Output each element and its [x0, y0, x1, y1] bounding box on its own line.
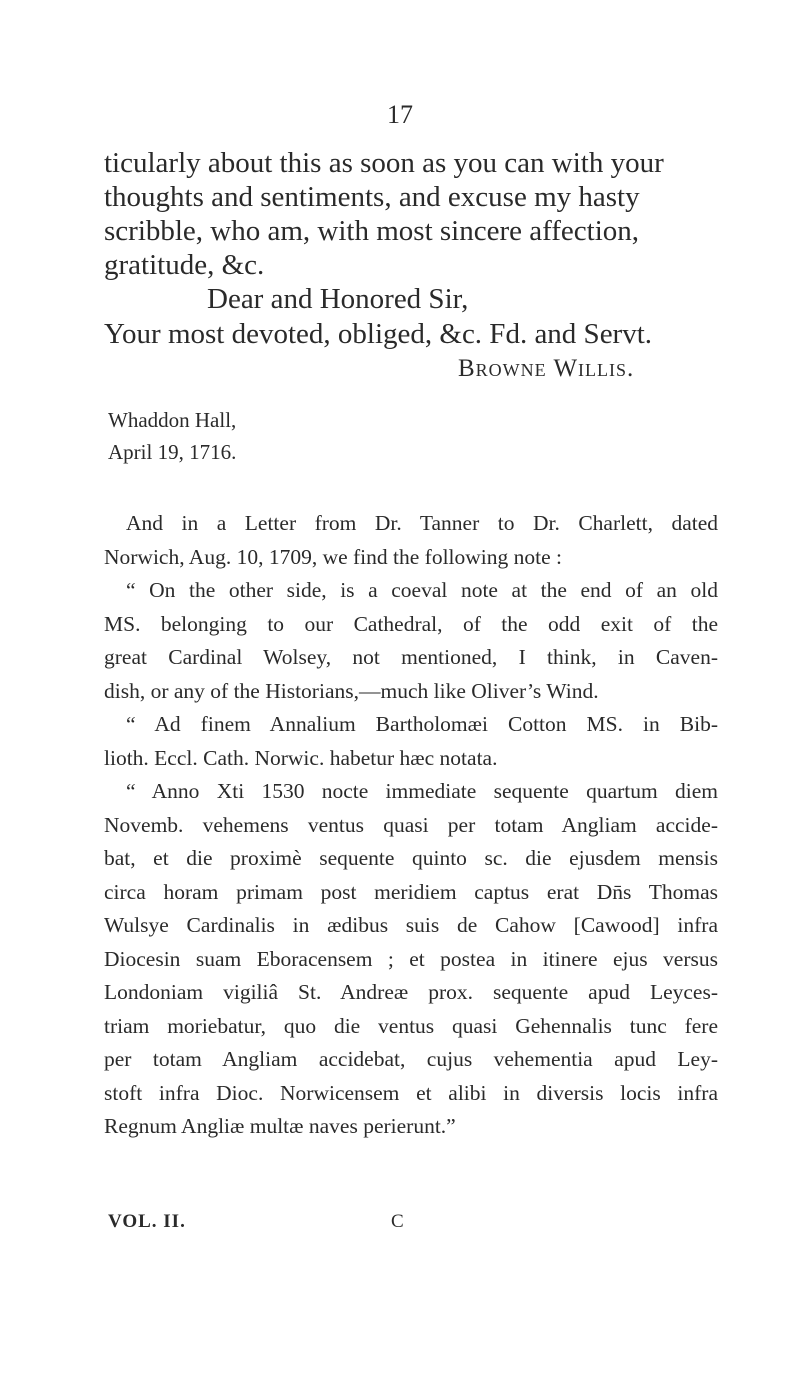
text-line: “ On the other side, is a coeval note at the end of an old: [126, 578, 718, 602]
text-line: bat, et die proximè sequente quinto sc. die ejusdem mensis: [104, 846, 718, 870]
text-line: lioth. Eccl. Cath. Norwic. habetur hæc notata.: [104, 745, 498, 770]
text-line: MS. belonging to our Cathedral, of the odd exit of the: [104, 611, 718, 636]
text-line: “ Anno Xti 1530 nocte immediate sequente quartum diem: [126, 779, 718, 803]
text-line: Regnum Angliæ multæ naves perierunt.”: [104, 1114, 456, 1138]
signature-mark: C: [391, 1211, 404, 1232]
text-line: circa horam primam post meridiem captus erat Dn̄s Thomas: [104, 879, 718, 904]
text-line: gratitude, &c.: [104, 249, 265, 281]
text-line: per totam Angliam accidebat, cujus vehementia apud Ley-: [104, 1047, 718, 1071]
letter-body: [104, 146, 714, 282]
paragraph-latin-annal: [104, 775, 718, 1144]
text-line: Norwich, Aug. 10, 1709, we find the following note :: [104, 544, 563, 569]
text-line: dish, or any of the Historians,—much like Oliver’s Wind.: [104, 678, 599, 703]
letter-closing: Your most devoted, obliged, &c. Fd. and Servt.: [104, 318, 653, 350]
paragraph-tanner-letter: [104, 507, 718, 574]
letter-signature: Browne Willis.: [458, 355, 635, 382]
text-line: triam moriebatur, quo die ventus quasi Gehennalis tunc fere: [104, 1013, 718, 1038]
letter-date: April 19, 1716.: [108, 440, 237, 464]
paragraph-latin-intro: [104, 708, 718, 775]
text-line: Wulsye Cardinalis in ædibus suis de Cahow [Cawood] infra: [104, 913, 718, 937]
text-line: And in a Letter from Dr. Tanner to Dr. Charlett, dated: [126, 511, 718, 535]
text-line: “ Ad finem Annalium Bartholomæi Cotton MS. in Bib-: [126, 712, 718, 736]
text-line: thoughts and sentiments, and excuse my hasty: [104, 181, 640, 213]
text-line: Diocesin suam Eboracensem ; et postea in itinere ejus versus: [104, 946, 718, 971]
page-number: 17: [387, 100, 413, 129]
paragraph-quoted-note: [104, 574, 718, 708]
letter-salutation: Dear and Honored Sir,: [207, 283, 469, 315]
volume-label: VOL. II.: [108, 1211, 186, 1232]
text-line: Londoniam vigiliâ St. Andreæ prox. sequente apud Leyces-: [104, 980, 718, 1004]
text-line: ticularly about this as soon as you can with your: [104, 147, 664, 179]
text-line: Novemb. vehemens ventus quasi per totam Angliam accide-: [104, 812, 718, 837]
letter-place: Whaddon Hall,: [108, 408, 237, 432]
text-line: scribble, who am, with most sincere affection,: [104, 215, 640, 247]
text-line: stoft infra Dioc. Norwicensem et alibi in diversis locis infra: [104, 1080, 718, 1105]
text-line: great Cardinal Wolsey, not mentioned, I think, in Caven-: [104, 645, 718, 669]
